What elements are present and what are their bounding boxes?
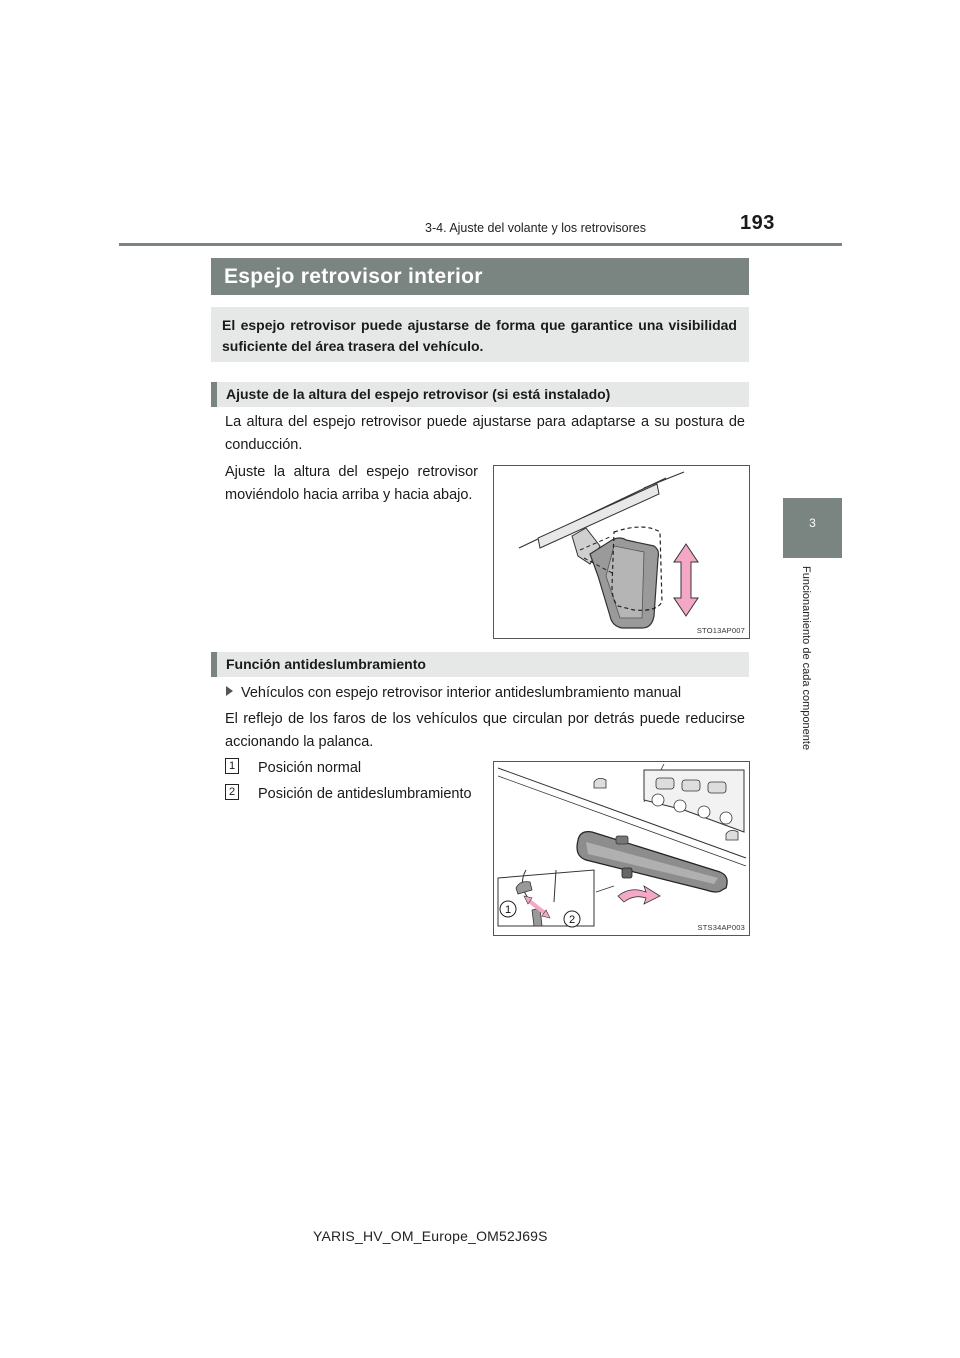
subheading-height-adjust: Ajuste de la altura del espejo retrovisor (si está instalado) <box>211 382 749 407</box>
antiglare-paragraph: El reflejo de los faros de los vehículos que circulan por detrás puede reducirse accionando la palanca. <box>225 711 745 750</box>
position-number-badge: 2 <box>225 784 239 800</box>
page-number: 193 <box>740 212 775 234</box>
antiglare-illustration <box>494 762 749 935</box>
page-title: Espejo retrovisor interior <box>211 258 749 295</box>
header-rule <box>119 243 842 246</box>
section-heading: 3-4. Ajuste del volante y los retrovisores <box>425 221 646 235</box>
intro-box: El espejo retrovisor puede ajustarse de forma que garantice una visibilidad suficiente del área trasera del vehículo. <box>211 307 749 362</box>
figure-code: STS34AP003 <box>697 923 745 932</box>
bullet-triangle-icon <box>226 686 233 696</box>
bullet-manual-antiglare <box>226 685 681 701</box>
position-number-badge: 1 <box>225 758 239 774</box>
position-label: Posición normal <box>258 760 362 776</box>
chapter-tab: 3 <box>783 498 842 558</box>
chapter-label-text: Funcionamiento de cada componente <box>800 566 812 751</box>
callout-1: 1 <box>504 904 512 916</box>
chapter-label <box>796 566 816 790</box>
bullet-text: Vehículos con espejo retrovisor interior antideslumbramiento manual <box>241 685 682 701</box>
document-footer: YARIS_HV_OM_Europe_OM52J69S <box>313 1228 548 1244</box>
position-label: Posición de antideslumbramiento <box>258 786 472 802</box>
figure-antiglare-lever <box>493 761 750 936</box>
callout-2: 2 <box>568 914 576 926</box>
figure-mirror-height <box>493 465 750 639</box>
height-paragraph: La altura del espejo retrovisor puede ajustarse para adaptarse a su postura de conducción. <box>225 414 745 453</box>
height-instruction: Ajuste la altura del espejo retrovisor moviéndolo hacia arriba y hacia abajo. <box>225 464 478 503</box>
figure-code: STO13AP007 <box>696 626 745 635</box>
mirror-height-illustration <box>494 466 749 638</box>
subheading-antiglare: Función antideslumbramiento <box>211 652 749 677</box>
